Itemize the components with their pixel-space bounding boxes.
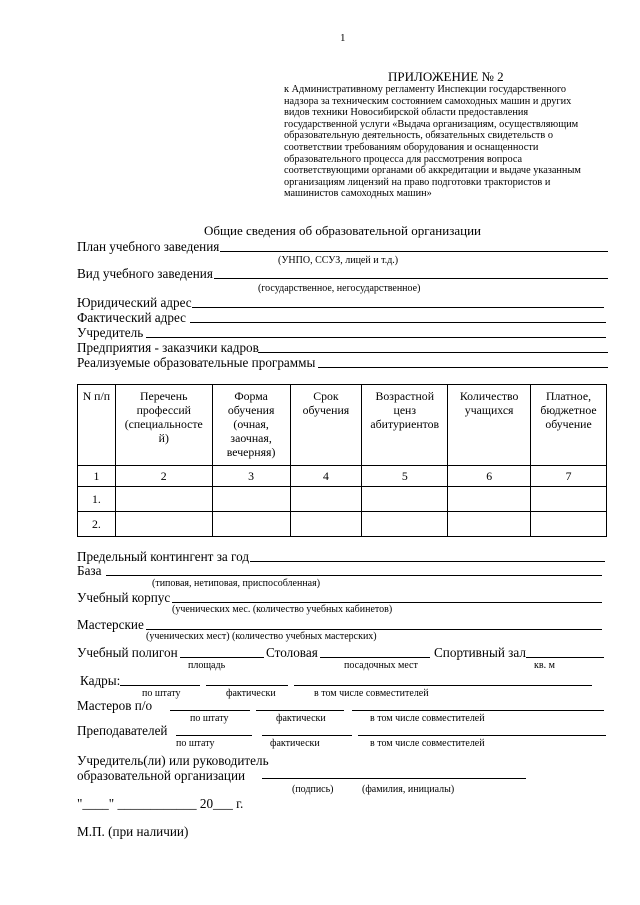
by-staff-hint: по штату — [176, 738, 215, 749]
programs-field[interactable] — [318, 367, 608, 368]
signature-field[interactable] — [262, 778, 526, 779]
signature-hint: (подпись) — [292, 784, 334, 795]
date-line[interactable]: "____" ____________ 20___ г. — [77, 796, 244, 811]
teachers-part-time-field[interactable] — [358, 735, 606, 736]
table-cell[interactable] — [531, 512, 607, 537]
legal-address-field[interactable] — [192, 307, 604, 308]
building-label: Учебный корпус — [77, 590, 171, 605]
teachers-label: Преподавателей — [77, 723, 168, 738]
gym-area-field[interactable] — [526, 657, 604, 658]
plan-label: План учебного заведения — [77, 239, 220, 254]
by-staff-hint: по штату — [190, 713, 229, 724]
table-cell: 1 — [78, 466, 116, 487]
table-cell[interactable] — [362, 512, 448, 537]
table-cell[interactable] — [290, 487, 362, 512]
plan-hint: (УНПО, ССУЗ, лицей и т.д.) — [278, 255, 399, 266]
appendix-text — [284, 84, 604, 200]
area-hint: площадь — [188, 660, 226, 671]
table-header-cell: N п/п — [78, 385, 116, 466]
base-hint: (типовая, нетиповая, приспособленная) — [152, 578, 321, 589]
table-header-row — [78, 385, 607, 466]
appendix-title: ПРИЛОЖЕНИЕ № 2 — [388, 69, 504, 84]
polygon-label: Учебный полигон — [77, 645, 178, 660]
programs-table — [77, 384, 607, 537]
table-cell: 6 — [448, 466, 531, 487]
masters-label: Мастеров п/о — [77, 698, 153, 713]
base-label: База — [77, 563, 102, 578]
table-cell[interactable] — [448, 512, 531, 537]
appendix-line: организациям лицензий на право подготовки трактористов и — [284, 176, 551, 188]
table-cell[interactable] — [115, 487, 212, 512]
stamp-label: М.П. (при наличии) — [77, 824, 189, 839]
table-header-cell: Перечень профессий (специальносте й) — [115, 385, 212, 466]
page-number: 1 — [340, 32, 346, 44]
staff-actual-field[interactable] — [206, 685, 288, 686]
head-label-line1: Учредитель(ли) или руководитель — [77, 753, 269, 768]
table-cell: 2 — [115, 466, 212, 487]
appendix-line: образовательную деятельность, обязательных свидетельств о — [284, 130, 554, 142]
workshops-field[interactable] — [146, 629, 602, 630]
table-header-cell: Возрастной ценз абитуриентов — [362, 385, 448, 466]
by-staff-hint: по штату — [142, 688, 181, 699]
appendix-line: к Административному регламенту Инспекции государственного — [284, 84, 567, 95]
appendix-line: государственной услуги «Выдача организациям, осуществляющим — [284, 118, 579, 130]
part-time-hint: в том числе совместителей — [314, 688, 429, 699]
contingent-field[interactable] — [250, 561, 605, 562]
appendix-line: образовательного процесса для рассмотрения вопроса — [284, 153, 523, 165]
appendix-line: надзора за техническим состоянием самоходных машин и других — [284, 95, 572, 107]
table-row — [78, 487, 607, 512]
actual-address-field[interactable] — [190, 322, 606, 323]
gym-label: Спортивный зал — [434, 645, 526, 660]
workshops-hint: (ученических мест) (количество учебных мастерских) — [146, 631, 377, 642]
masters-by-staff-field[interactable] — [170, 710, 250, 711]
table-cell[interactable] — [448, 487, 531, 512]
programs-label: Реализуемые образовательные программы — [77, 355, 316, 370]
canteen-label: Столовая — [266, 645, 318, 660]
founder-label: Учредитель — [77, 325, 144, 340]
table-cell: 3 — [212, 466, 290, 487]
table-header-cell: Срок обучения — [290, 385, 362, 466]
part-time-hint: в том числе совместителей — [370, 713, 485, 724]
table-cell: 5 — [362, 466, 448, 487]
type-label: Вид учебного заведения — [77, 266, 213, 281]
appendix-line: машинистов самоходных машин» — [284, 188, 432, 200]
canteen-seats-field[interactable] — [320, 657, 430, 658]
staff-by-staff-field[interactable] — [120, 685, 200, 686]
building-hint: (ученических мес. (количество учебных кабинетов) — [172, 604, 393, 615]
legal-address-label: Юридический адрес — [77, 295, 192, 310]
table-cell[interactable] — [362, 487, 448, 512]
head-label-line2: образовательной организации — [77, 768, 246, 783]
customers-label: Предприятия - заказчики кадров — [77, 340, 259, 355]
table-cell[interactable] — [290, 512, 362, 537]
masters-actual-field[interactable] — [256, 710, 344, 711]
contingent-label: Предельный контингент за год — [77, 549, 250, 564]
workshops-label: Мастерские — [77, 617, 144, 632]
table-number-row — [78, 466, 607, 487]
base-field[interactable] — [106, 575, 602, 576]
table-cell: 4 — [290, 466, 362, 487]
table-cell[interactable] — [212, 487, 290, 512]
appendix-line: соответствующими органами об аккредитации и выдаче указанным — [284, 165, 581, 177]
table-cell[interactable] — [115, 512, 212, 537]
actual-hint: фактически — [276, 713, 326, 724]
founder-field[interactable] — [146, 337, 606, 338]
actual-address-label: Фактический адрес — [77, 310, 187, 325]
table-cell: 1. — [78, 487, 116, 512]
actual-hint: фактически — [270, 738, 320, 749]
table-cell[interactable] — [531, 487, 607, 512]
customers-field[interactable] — [258, 352, 608, 353]
appendix-line: соответствии требованиям оборудования и оснащенности — [284, 141, 539, 153]
actual-hint: фактически — [226, 688, 276, 699]
form-heading: Общие сведения об образовательной организации — [204, 223, 481, 238]
staff-label: Кадры: — [80, 673, 121, 688]
staff-part-time-field[interactable] — [294, 685, 592, 686]
table-cell: 2. — [78, 512, 116, 537]
sqm-hint: кв. м — [534, 660, 555, 671]
building-field[interactable] — [172, 602, 602, 603]
table-cell: 7 — [531, 466, 607, 487]
table-row — [78, 512, 607, 537]
plan-field[interactable] — [220, 251, 608, 252]
teachers-by-staff-field[interactable] — [176, 735, 252, 736]
table-header-cell: Платное, бюджетное обучение — [531, 385, 607, 466]
masters-part-time-field[interactable] — [352, 710, 604, 711]
table-header-cell: Форма обучения (очная, заочная, вечерняя) — [212, 385, 290, 466]
type-hint: (государственное, негосударственное) — [258, 283, 421, 294]
part-time-hint: в том числе совместителей — [370, 738, 485, 749]
polygon-area-field[interactable] — [180, 657, 264, 658]
teachers-actual-field[interactable] — [262, 735, 352, 736]
table-header-cell: Количество учащихся — [448, 385, 531, 466]
name-hint: (фамилия, инициалы) — [362, 784, 455, 795]
table-cell[interactable] — [212, 512, 290, 537]
seats-hint: посадочных мест — [344, 660, 418, 671]
appendix-line: видов техники Новосибирской области предоставления — [284, 107, 529, 119]
type-field[interactable] — [214, 278, 608, 279]
